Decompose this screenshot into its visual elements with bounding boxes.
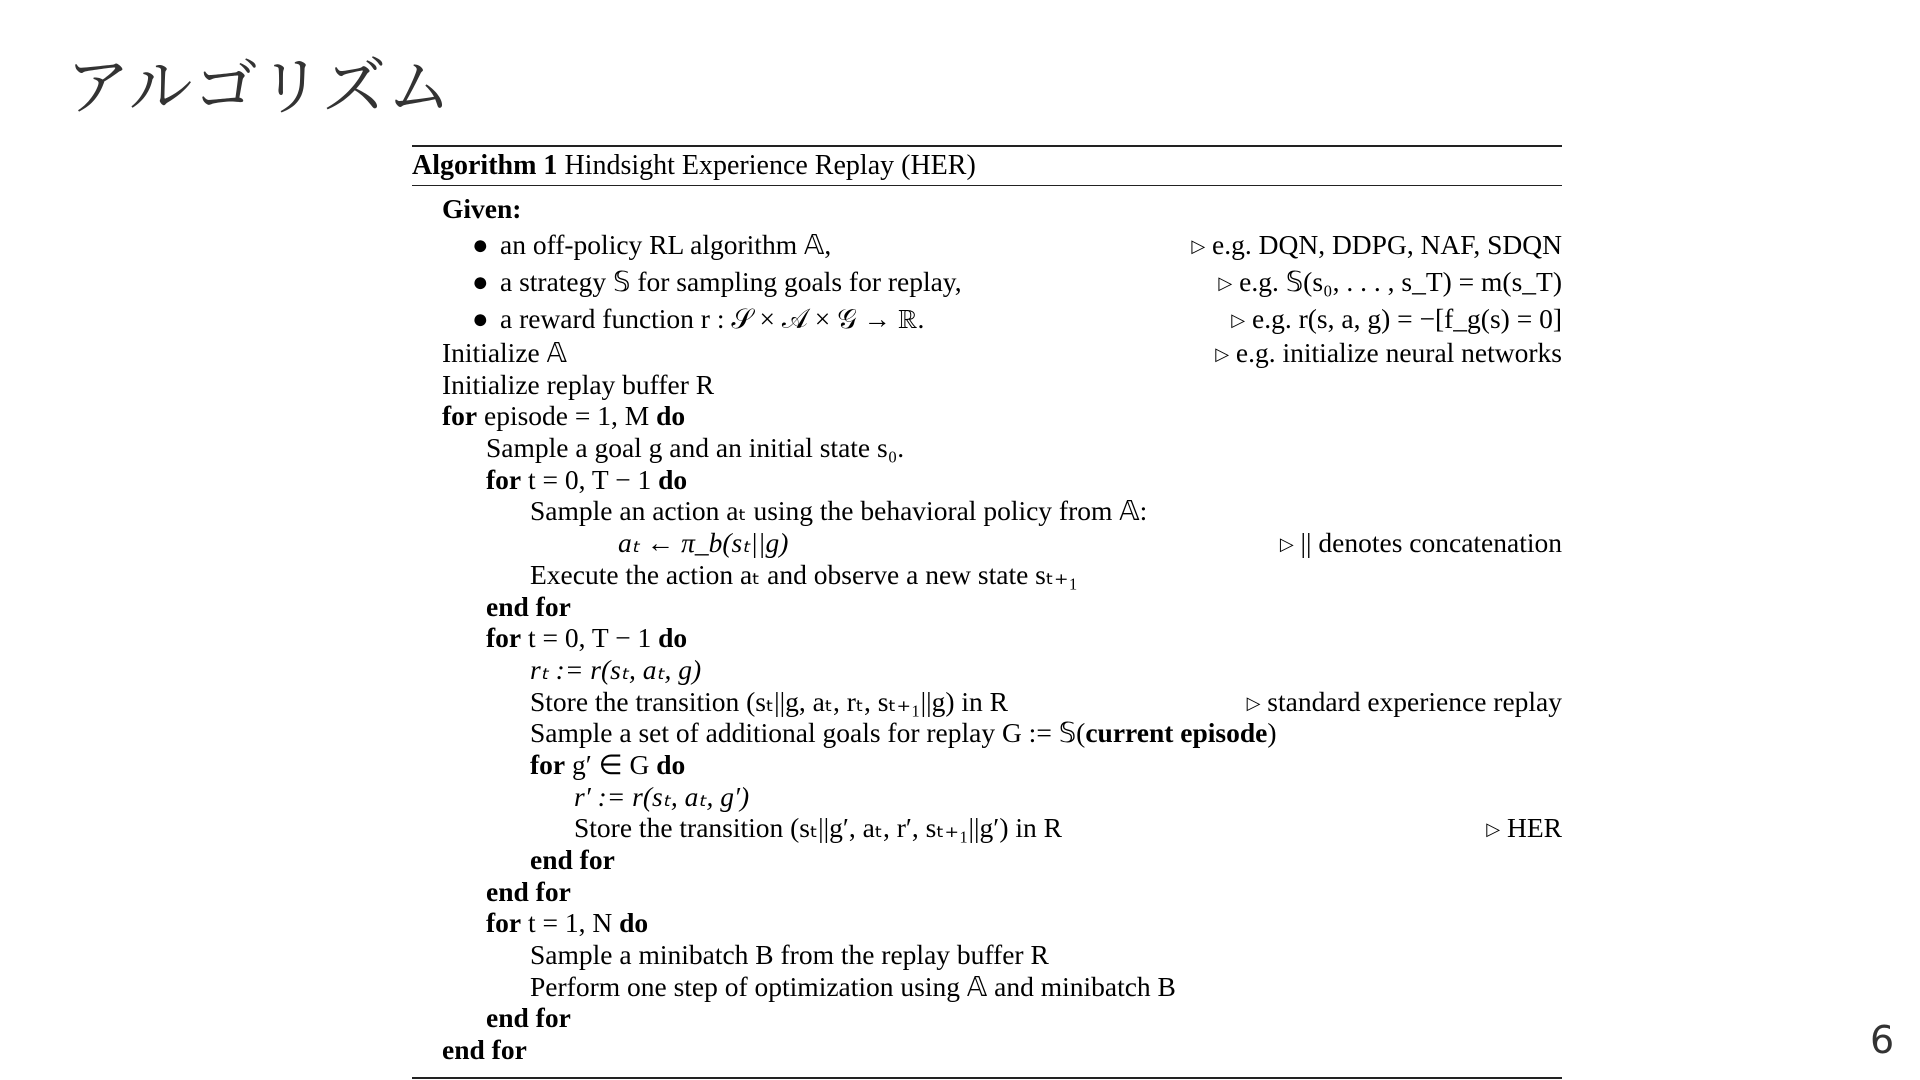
algorithm-line: Sample a minibatch B from the replay buffer R — [530, 939, 1049, 971]
algorithm-line: end for — [486, 875, 571, 907]
algorithm-title: Hindsight Experience Replay (HER) — [564, 150, 976, 181]
algorithm-line: for episode = 1, M do — [442, 400, 686, 432]
algorithm-line: Store the transition (sₜ||g, aₜ, rₜ, sₜ₊₁||g) in R ▷ standard experience replay — [412, 686, 1562, 718]
line-comment: ▷ HER — [1486, 812, 1562, 844]
line-comment: ▷ e.g. r(s, a, g) = −[f_g(s) = 0] — [1231, 303, 1562, 334]
line-comment: ▷ e.g. 𝕊(s₀, . . . , s_T) = m(s_T) — [1218, 266, 1562, 297]
given-heading: Given: — [442, 193, 522, 224]
algorithm-line: Store the transition (sₜ||g′, aₜ, r′, sₜ₊₁||g′) in R ▷ HER — [412, 812, 1562, 844]
comment-triangle-icon: ▷ — [1279, 534, 1294, 555]
algorithm-line: end for — [486, 1002, 571, 1034]
algorithm-line: Sample an action aₜ using the behavioral policy from 𝔸: — [530, 495, 1148, 527]
algorithm-line: for t = 0, T − 1 do — [486, 463, 688, 495]
algorithm-line: r′ := r(sₜ, aₜ, g′) — [574, 780, 750, 812]
algorithm-line: Initialize replay buffer R — [442, 368, 715, 400]
line-comment: ▷ || denotes concatenation — [1279, 527, 1562, 559]
algorithm-line: Initialize 𝔸 ▷ e.g. initialize neural networks — [412, 337, 1562, 369]
line-comment: ▷ e.g. DQN, DDPG, NAF, SDQN — [1191, 229, 1562, 260]
comment-triangle-icon: ▷ — [1246, 692, 1261, 713]
line-comment: ▷ e.g. initialize neural networks — [1215, 337, 1562, 368]
algorithm-label: Algorithm 1 — [412, 150, 558, 181]
algorithm-line: end for — [530, 844, 615, 875]
algorithm-line: end for — [486, 590, 571, 622]
comment-triangle-icon: ▷ — [1231, 310, 1246, 330]
comment-triangle-icon: ▷ — [1191, 236, 1206, 256]
bullet-icon: ● — [472, 229, 489, 260]
given-item-text: a reward function r : 𝒮 × 𝒜 × 𝒢 → ℝ. — [500, 303, 925, 334]
given-item — [412, 300, 1562, 337]
bullet-icon: ● — [472, 266, 489, 297]
algorithm-line: Execute the action aₜ and observe a new state sₜ₊₁ — [530, 558, 1079, 590]
algorithm-body — [412, 186, 1562, 1066]
algorithm-line: Sample a set of additional goals for replay G := 𝕊(current episode) — [530, 717, 1277, 749]
line-comment: ▷ standard experience replay — [1246, 685, 1562, 717]
given-item — [412, 263, 1562, 300]
algorithm-line: for g′ ∈ G do — [530, 748, 686, 780]
algorithm-line: aₜ ← π_b(sₜ||g) ▷ || denotes concatenation — [412, 527, 1562, 559]
given-item-text: an off-policy RL algorithm 𝔸, — [500, 229, 832, 260]
algorithm-line: for t = 0, T − 1 do — [486, 622, 688, 654]
comment-triangle-icon: ▷ — [1486, 819, 1501, 840]
page-number: 6 — [1870, 1018, 1895, 1062]
given-item-text: a strategy 𝕊 for sampling goals for replay, — [500, 266, 962, 297]
algorithm-box — [412, 145, 1562, 1066]
comment-triangle-icon: ▷ — [1218, 273, 1233, 293]
algorithm-line: for t = 1, N do — [486, 907, 649, 939]
algorithm-line: end for — [442, 1034, 527, 1066]
slide-title: アルゴリズム — [66, 51, 453, 125]
algorithm-line: Sample a goal g and an initial state s₀. — [486, 432, 905, 464]
given-item — [412, 226, 1562, 263]
bottom-rule — [412, 1077, 1562, 1079]
bullet-icon: ● — [472, 303, 489, 334]
algorithm-line: Perform one step of optimization using 𝔸 and minibatch B — [530, 970, 1176, 1002]
algorithm-line: rₜ := r(sₜ, aₜ, g) — [530, 653, 702, 685]
algorithm-caption — [412, 147, 1562, 185]
comment-triangle-icon: ▷ — [1215, 344, 1230, 364]
